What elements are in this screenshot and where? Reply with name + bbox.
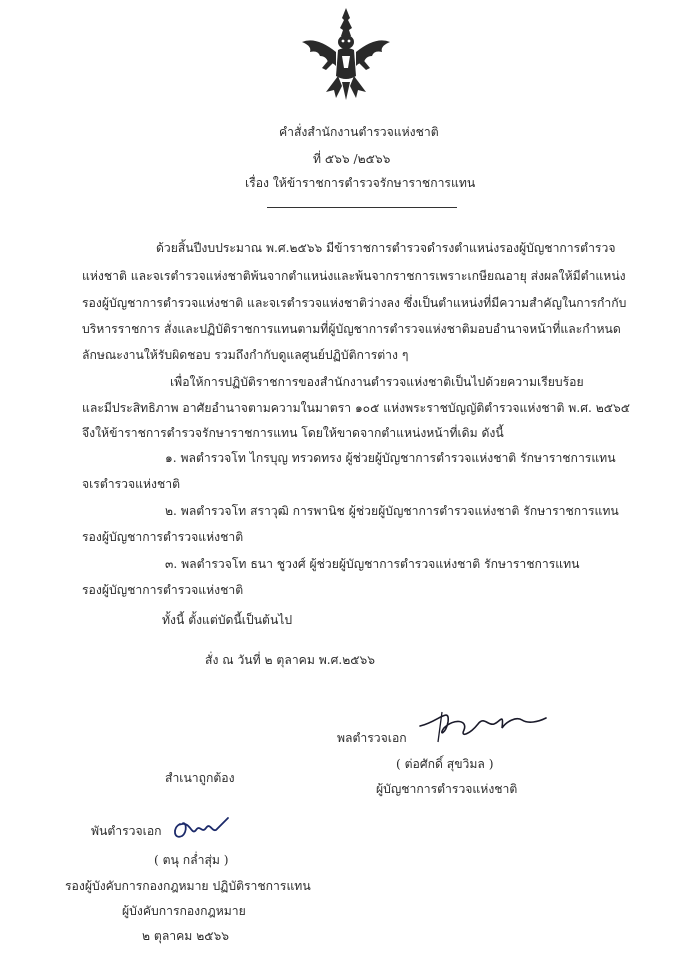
order-item-continuation: รองผู้บัญชาการตำรวจแห่งชาติ [82,530,244,544]
certifier-position-2: ผู้บังคับการกองกฎหมาย [122,904,246,918]
para1-line: ด้วยสิ้นปีงบประมาณ พ.ศ.๒๕๖๖ มีข้าราชการตำรวจดำรงตำแหน่งรองผู้บัญชาการตำรวจ [156,241,616,255]
ordered-date: สั่ง ณ วันที่ ๒ ตุลาคม พ.ศ.๒๕๖๖ [205,653,375,667]
para2-line: เพื่อให้การปฏิบัติราชการของสำนักงานตำรวจแห่งชาติเป็นไปด้วยความเรียบร้อย [170,375,584,389]
order-item: ๑. พลตำรวจโท ไกรบุญ ทรวดทรง ผู้ช่วยผู้บัญชาการตำรวจแห่งชาติ รักษาราชการแทน [165,451,616,465]
para2-line: จึงให้ข้าราชการตำรวจรักษาราชการแทน โดยให้ขาดจากตำแหน่งหน้าที่เดิม ดังนี้ [82,426,504,440]
certifier-name: ( ตนุ กล่ำสุ่ม ) [154,853,229,867]
para1-line: รองผู้บัญชาการตำรวจแห่งชาติ และจเรตำรวจแห่งชาติว่างลง ซึ่งเป็นตำแหน่งที่มีความสำคัญในการกำกับ [82,296,627,310]
para2-line: และมีประสิทธิภาพ อาศัยอำนาจตามความในมาตรา ๑๐๕ แห่งพระราชบัญญัติตำรวจแห่งชาติ พ.ศ. ๒๕๖๕ [82,401,630,415]
commissioner-rank: พลตำรวจเอก [337,731,407,745]
order-subject: เรื่อง ให้ข้าราชการตำรวจรักษาราชการแทน [245,176,476,190]
para1-line: บริหารราชการ สั่งและปฏิบัติราชการแทนตามที่ผู้บัญชาการตำรวจแห่งชาติมอบอำนาจหน้าที่และกำหนด [82,322,621,336]
commissioner-position: ผู้บัญชาการตำรวจแห่งชาติ [376,782,518,796]
order-item: ๒. พลตำรวจโท สราวุฒิ การพานิช ผู้ช่วยผู้บัญชาการตำรวจแห่งชาติ รักษาราชการแทน [165,504,619,518]
certifier-signature-icon [170,812,238,846]
effective-clause: ทั้งนี้ ตั้งแต่บัดนี้เป็นต้นไป [162,613,293,627]
order-number: ที่ ๕๖๖ /๒๕๖๖ [313,152,391,166]
certified-date: ๒ ตุลาคม ๒๕๖๖ [142,929,229,943]
para1-line: ลักษณะงานให้รับผิดชอบ รวมถึงกำกับดูแลศูนย์ปฏิบัติการต่าง ๆ [82,348,409,362]
certifier-rank: พันตำรวจเอก [91,824,162,838]
certifier-position: รองผู้บังคับการกองกฎหมาย ปฏิบัติราชการแทน [65,879,311,893]
garuda-emblem-icon [296,6,396,102]
para1-line: แห่งชาติ และจเรตำรวจแห่งชาติพ้นจากตำแหน่งและพ้นจากราชการเพราะเกษียณอายุ ส่งผลให้มีตำแหน่ง [82,269,626,283]
commissioner-name: ( ต่อศักดิ์ สุขวิมล ) [396,757,494,771]
order-item: ๓. พลตำรวจโท ธนา ชูวงศ์ ผู้ช่วยผู้บัญชาการตำรวจแห่งชาติ รักษาราชการแทน [165,557,580,571]
certified-copy-label: สำเนาถูกต้อง [165,771,235,785]
order-item-continuation: จเรตำรวจแห่งชาติ [82,477,181,491]
order-item-continuation: รองผู้บัญชาการตำรวจแห่งชาติ [82,583,244,597]
commissioner-signature-icon [398,700,548,748]
header-divider [267,207,457,208]
order-title: คำสั่งสำนักงานตำรวจแห่งชาติ [279,125,439,139]
